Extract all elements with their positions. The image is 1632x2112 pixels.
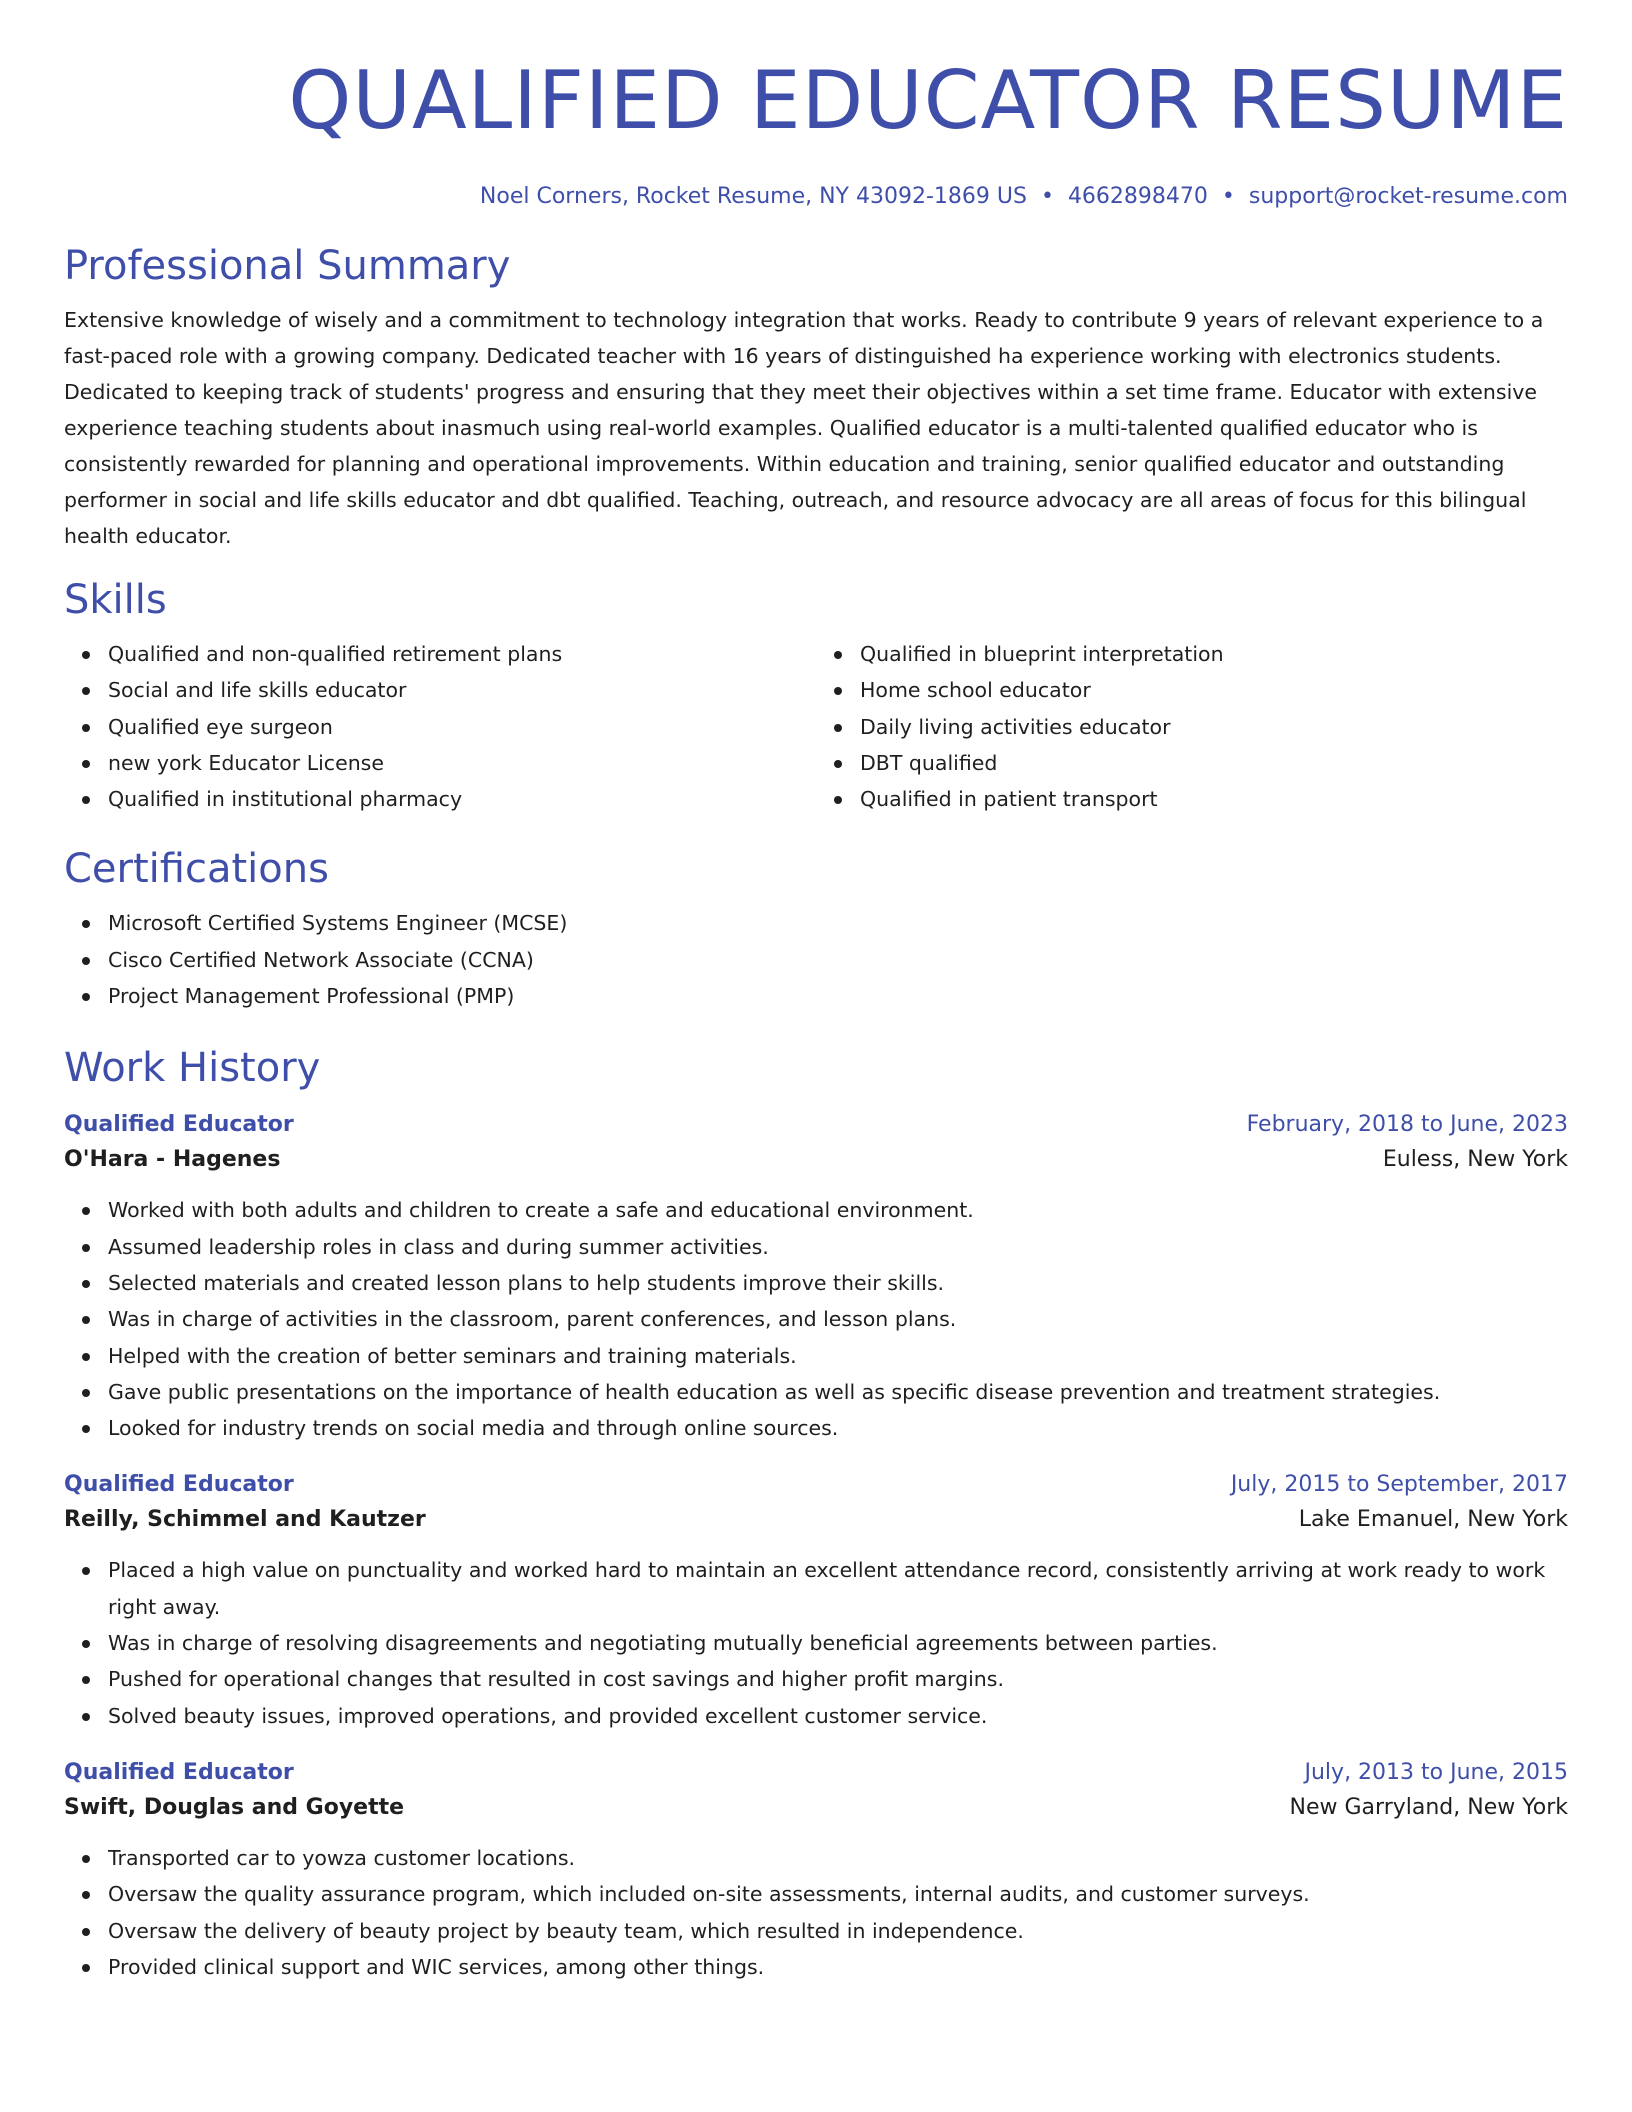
summary-section xyxy=(64,240,1568,554)
job-bullet: Pushed for operational changes that resulted in cost savings and higher profit margins. xyxy=(108,1661,1568,1697)
resume-title: QUALIFIED EDUCATOR RESUME xyxy=(288,54,1568,147)
skill-item: Qualified in institutional pharmacy xyxy=(108,781,816,817)
work-history-heading: Work History xyxy=(64,1045,321,1092)
job-employer-row xyxy=(64,1142,1568,1178)
job-header xyxy=(64,1756,1568,1790)
work-history-section xyxy=(64,1042,1568,1985)
job-bullet: Was in charge of activities in the classroom, parent conferences, and lesson plans. xyxy=(108,1301,1568,1337)
skill-item: Qualified and non-qualified retirement plans xyxy=(108,636,816,672)
job-bullet: Gave public presentations on the importance of health education as well as specific disease prevention and treatment strategies. xyxy=(108,1374,1568,1410)
job-bullet: Looked for industry trends on social media and through online sources. xyxy=(108,1410,1568,1446)
job-title: Qualified Educator xyxy=(64,1759,294,1785)
skills-list-right xyxy=(816,636,1568,817)
job-bullet: Oversaw the quality assurance program, which included on-site assessments, internal audits, and customer surveys. xyxy=(108,1876,1568,1912)
certifications-list xyxy=(64,905,1568,1014)
contact-address: Noel Corners, Rocket Resume, NY 43092-1869 US xyxy=(479,184,1027,209)
contact-separator: • xyxy=(1040,184,1054,209)
job-bullet: Transported car to yowza customer locations. xyxy=(108,1840,1568,1876)
skills-list-left xyxy=(64,636,816,817)
job-bullet: Was in charge of resolving disagreements and negotiating mutually beneficial agreements between parties. xyxy=(108,1625,1568,1661)
contact-line xyxy=(64,182,1568,212)
certifications-heading: Certifications xyxy=(64,846,329,893)
skills-column-left xyxy=(64,636,816,817)
job-dates: July, 2015 to September, 2017 xyxy=(1230,1472,1568,1498)
skill-item: Daily living activities educator xyxy=(860,709,1568,745)
job-bullet: Assumed leadership roles in class and during summer activities. xyxy=(108,1229,1568,1265)
job-bullet: Helped with the creation of better seminars and training materials. xyxy=(108,1338,1568,1374)
job-title: Qualified Educator xyxy=(64,1472,294,1498)
skills-column-right xyxy=(816,636,1568,817)
skill-item: Qualified in patient transport xyxy=(860,781,1568,817)
job-company: O'Hara - Hagenes xyxy=(64,1147,281,1173)
summary-text: Extensive knowledge of wisely and a commitment to technology integration that works. Ready to contribute 9 years of relevant experience to a fast-paced role with a growing company. Dedicated teacher with 16 years of distinguished ha experience working with electronics students. Dedicated to keeping track of students' progress and ensuring that they meet their objectives within a set time frame. Educator with extensive experience teaching students about inasmuch using real-world examples. Qualified educator is a multi-talented qualified educator who is consistently rewarded for planning and operational improvements. Within education and training, senior qualified educator and outstanding performer in social and life skills educator and dbt qualified. Teaching, outreach, and resource advocacy are all areas of focus for this bilingual health educator. xyxy=(64,308,1544,548)
job-entry xyxy=(64,1468,1568,1733)
skills-grid xyxy=(64,636,1568,817)
job-employer-row xyxy=(64,1502,1568,1538)
job-bullets xyxy=(64,1192,1568,1446)
skill-item: new york Educator License xyxy=(108,745,816,781)
job-dates: February, 2018 to June, 2023 xyxy=(1246,1112,1568,1138)
resume-header xyxy=(64,52,1568,212)
skill-item: Qualified eye surgeon xyxy=(108,709,816,745)
job-bullet: Provided clinical support and WIC services, among other things. xyxy=(108,1949,1568,1985)
skills-heading: Skills xyxy=(64,577,167,623)
skill-item: Qualified in blueprint interpretation xyxy=(860,636,1568,672)
summary-heading: Professional Summary xyxy=(64,243,511,289)
certification-item: Project Management Professional (PMP) xyxy=(108,978,1568,1014)
certification-item: Microsoft Certified Systems Engineer (MCSE) xyxy=(108,905,1568,941)
contact-phone: 4662898470 xyxy=(1067,184,1208,209)
job-bullets xyxy=(64,1840,1568,1985)
skill-item: Social and life skills educator xyxy=(108,672,816,708)
job-company: Swift, Douglas and Goyette xyxy=(64,1794,405,1820)
job-bullet: Solved beauty issues, improved operations, and provided excellent customer service. xyxy=(108,1698,1568,1734)
job-entry xyxy=(64,1108,1568,1446)
job-bullet: Worked with both adults and children to create a safe and educational environment. xyxy=(108,1192,1568,1228)
job-bullets xyxy=(64,1552,1568,1733)
job-location: New Garryland, New York xyxy=(1289,1794,1568,1820)
certification-item: Cisco Certified Network Associate (CCNA) xyxy=(108,942,1568,978)
job-location: Lake Emanuel, New York xyxy=(1298,1507,1568,1533)
job-header xyxy=(64,1108,1568,1142)
skills-section xyxy=(64,574,1568,817)
job-header xyxy=(64,1468,1568,1502)
job-title: Qualified Educator xyxy=(64,1112,294,1138)
job-employer-row xyxy=(64,1790,1568,1826)
job-bullet: Oversaw the delivery of beauty project by beauty team, which resulted in independence. xyxy=(108,1913,1568,1949)
contact-separator: • xyxy=(1221,184,1235,209)
job-dates: July, 2013 to June, 2015 xyxy=(1304,1759,1568,1785)
job-entry xyxy=(64,1756,1568,1985)
job-company: Reilly, Schimmel and Kautzer xyxy=(64,1507,426,1533)
job-bullet: Placed a high value on punctuality and worked hard to maintain an excellent attendance record, consistently arriving at work ready to work right away. xyxy=(108,1552,1568,1625)
skill-item: DBT qualified xyxy=(860,745,1568,781)
job-bullet: Selected materials and created lesson plans to help students improve their skills. xyxy=(108,1265,1568,1301)
contact-email: support@rocket-resume.com xyxy=(1248,184,1568,209)
skill-item: Home school educator xyxy=(860,672,1568,708)
certifications-section xyxy=(64,843,1568,1014)
job-location: Euless, New York xyxy=(1382,1147,1568,1173)
